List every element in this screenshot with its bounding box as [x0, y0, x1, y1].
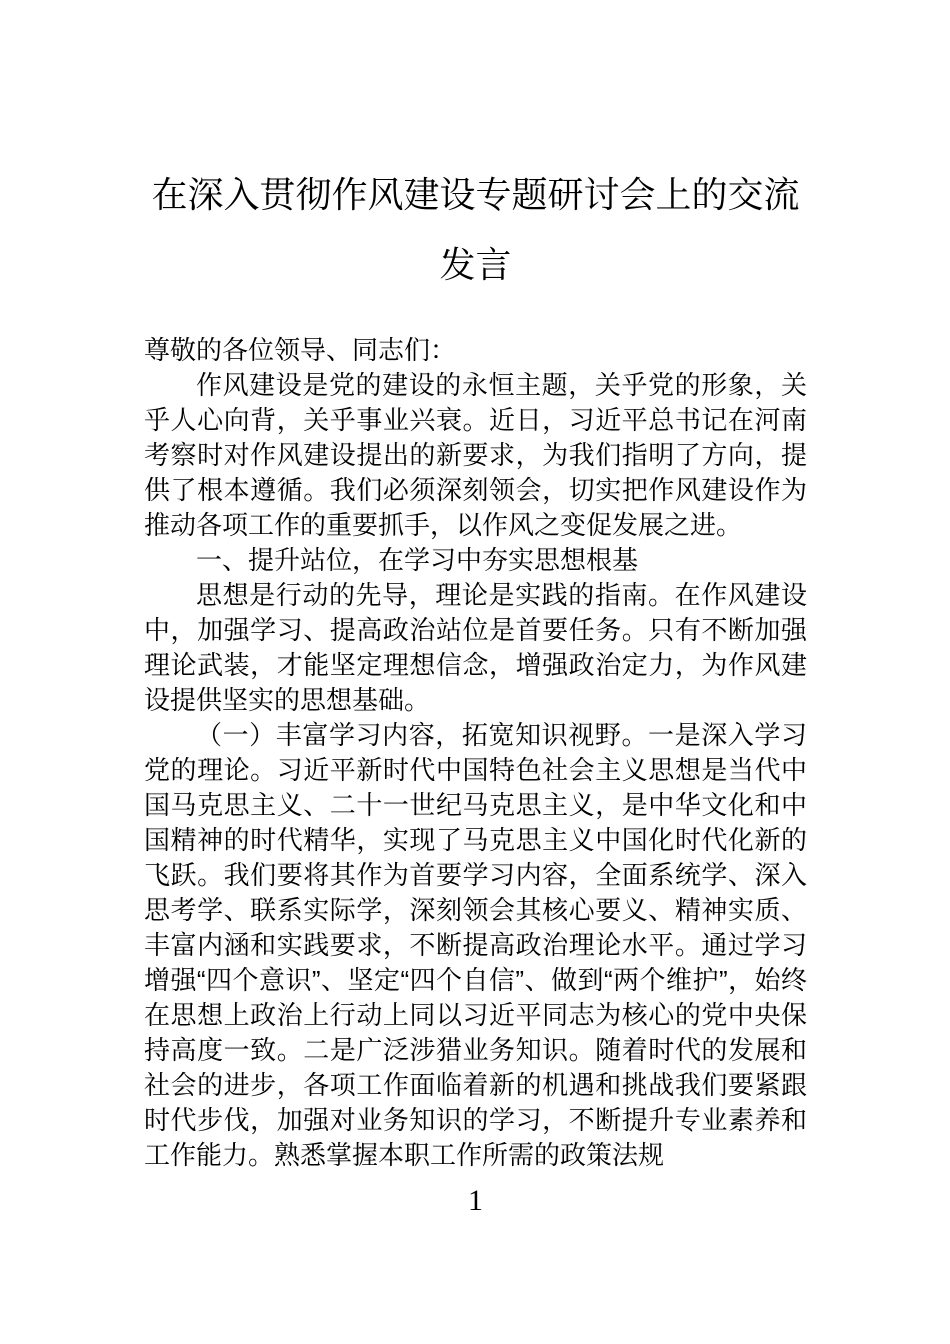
- paragraph-section-1-heading: 一、提升站位，在学习中夯实思想根基: [196, 545, 639, 575]
- paragraph-intro: 作风建设是党的建设的永恒主题，关乎党的形象，关乎人心向背，关乎事业兴衰。近日，习近平总书记在河南考察时对作风建设提出的新要求，为我们指明了方向，提供了根本遵循。我们必须深刻领会，切实把作风建设作为推动各项工作的重要抓手，以作风之变促发展之进。: [144, 370, 807, 540]
- paragraph-section-1: 思想是行动的先导，理论是实践的指南。在作风建设中，加强学习、提高政治站位是首要任务。只有不断加强理论武装，才能坚定理想信念，增强政治定力，为作风建设提供坚实的思想基础。: [144, 580, 807, 715]
- document-title: 在深入贯彻作风建设专题研讨会上的交流发言: [151, 174, 800, 285]
- document-body: [144, 333, 807, 1173]
- paragraph-salutation: 尊敬的各位领导、同志们：: [144, 335, 457, 365]
- page-number: 1: [468, 1184, 483, 1217]
- paragraph-subsection-1-1: （一）丰富学习内容，拓宽知识视野。一是深入学习党的理论。习近平新时代中国特色社会主义思想是当代中国马克思主义、二十一世纪马克思主义，是中华文化和中国精神的时代精华，实现了马克思主义中国化时代化新的飞跃。我们要将其作为首要学习内容，全面系统学、深入思考学、联系实际学，深刻领会其核心要义、精神实质、丰富内涵和实践要求，不断提高政治理论水平。通过学习增强“四个意识”、坚定“四个自信”、做到“两个维护”，始终在思想上政治上行动上同以习近平同志为核心的党中央保持高度一致。二是广泛涉猎业务知识。随着时代的发展和社会的进步，各项工作面临着新的机遇和挑战我们要紧跟时代步伐，加强对业务知识的学习，不断提升专业素养和工作能力。熟悉掌握本职工作所需的政策法规: [144, 720, 807, 1170]
